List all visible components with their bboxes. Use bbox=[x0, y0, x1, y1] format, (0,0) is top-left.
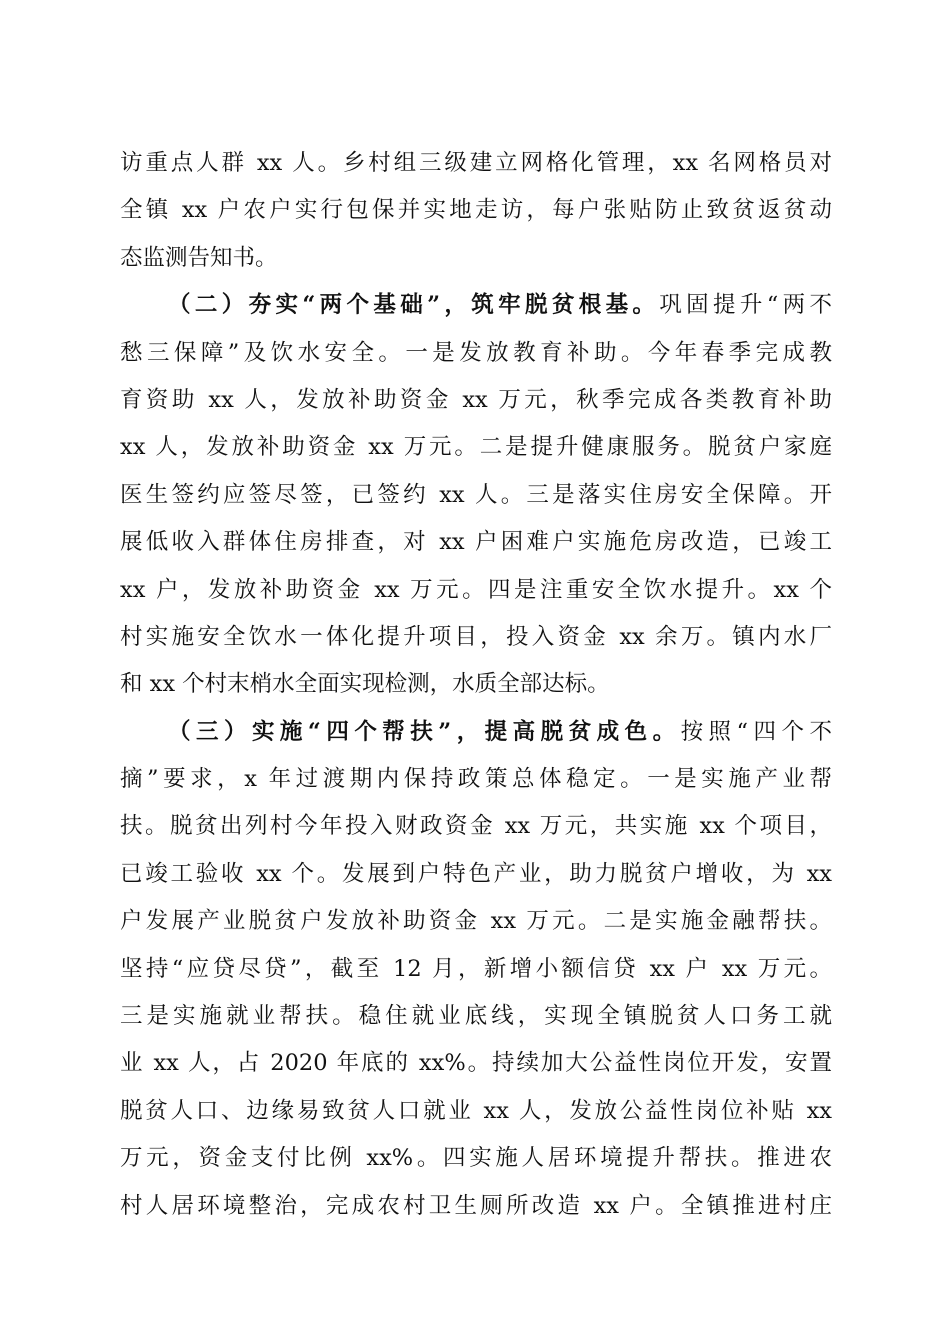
document-body bbox=[120, 140, 832, 1230]
text-line: 扶。脱贫出列村今年投入财政资金 xx 万元，共实施 xx 个项目， bbox=[120, 813, 832, 840]
text-line: 已竣工验收 xx 个。发展到户特色产业，助力脱贫户增收，为 xx bbox=[120, 860, 832, 887]
section-three-lead: 按照“四个不 bbox=[680, 718, 832, 745]
text-line: 村实施安全饮水一体化提升项目，投入资金 xx 余万。镇内水厂 bbox=[120, 623, 832, 650]
text-line: 业 xx 人，占 2020 年底的 xx%。持续加大公益性岗位开发，安置 bbox=[120, 1050, 832, 1077]
text-line: 户发展产业脱贫户发放补助资金 xx 万元。二是实施金融帮扶。 bbox=[120, 908, 832, 935]
text-line: 和 xx 个村末梢水全面实现检测，水质全部达标。 bbox=[120, 671, 610, 698]
text-line: xx 户，发放补助资金 xx 万元。四是注重安全饮水提升。xx 个 bbox=[120, 576, 832, 603]
text-line: 访重点人群 xx 人。乡村组三级建立网格化管理，xx 名网格员对 bbox=[120, 150, 832, 176]
text-line: xx 人，发放补助资金 xx 万元。二是提升健康服务。脱贫户家庭 bbox=[120, 434, 832, 461]
text-line: 育资助 xx 人，发放补助资金 xx 万元，秋季完成各类教育补助 bbox=[120, 386, 832, 413]
section-three-line bbox=[120, 709, 832, 756]
section-two-heading: （二）夯实“两个基础”，筑牢脱贫根基。 bbox=[168, 292, 660, 319]
section-two-line bbox=[120, 282, 832, 329]
text-line: 医生签约应签尽签，已签约 xx 人。三是落实住房安全保障。开 bbox=[120, 481, 832, 508]
section-two-lead: 巩固提升“两不 bbox=[659, 292, 832, 319]
text-line: 三是实施就业帮扶。稳住就业底线，实现全镇脱贫人口务工就 bbox=[120, 1003, 832, 1030]
text-line: 坚持“应贷尽贷”，截至 12 月，新增小额信贷 xx 户 xx 万元。 bbox=[120, 955, 832, 982]
text-line: 万元，资金支付比例 xx%。四实施人居环境提升帮扶。推进农 bbox=[120, 1145, 832, 1172]
section-three-heading: （三）实施“四个帮扶”，提高脱贫成色。 bbox=[168, 718, 681, 745]
text-line: 全镇 xx 户农户实行包保并实地走访，每户张贴防止致贫返贫动 bbox=[120, 197, 832, 224]
text-line: 愁三保障”及饮水安全。一是发放教育补助。今年春季完成教 bbox=[120, 339, 832, 366]
text-line: 展低收入群体住房排查，对 xx 户困难户实施危房改造，已竣工 bbox=[120, 529, 832, 556]
text-line: 脱贫人口、边缘易致贫人口就业 xx 人，发放公益性岗位补贴 xx bbox=[120, 1097, 832, 1124]
text-line: 态监测告知书。 bbox=[120, 244, 278, 271]
text-line: 村人居环境整治，完成农村卫生厕所改造 xx 户。全镇推进村庄 bbox=[120, 1192, 832, 1219]
text-line: 摘”要求，x 年过渡期内保持政策总体稳定。一是实施产业帮 bbox=[120, 766, 832, 793]
